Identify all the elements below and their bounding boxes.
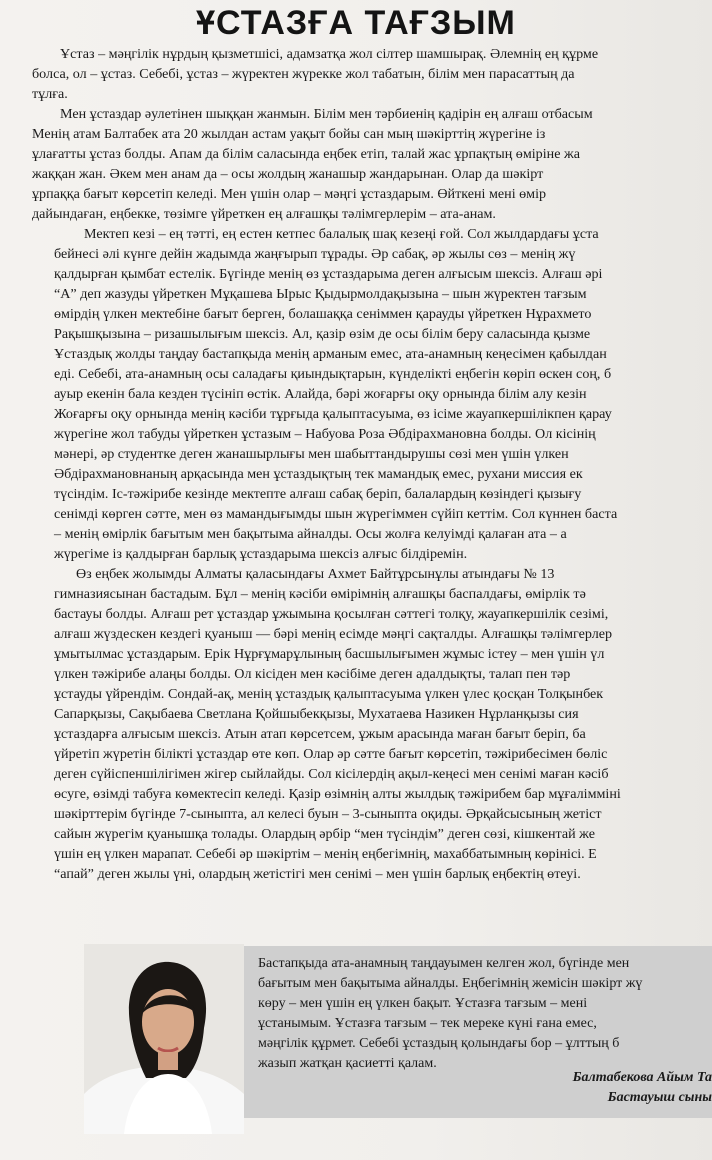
text-line: шәкірттерім бүгінде 7-сыныпта, ал келесі буын – 3-сыныпта оқиды. Әрқайсысының жетіст xyxy=(54,806,602,822)
text-line: гимназиясынан бастадым. Бұл – менің кәсіби өмірімнің алғашқы баспалдағы, өмірлік тә xyxy=(54,586,586,602)
text-line: ұмытылмас ұстаздарым. Ерік Нұрғұмарұлының басшылығымен жұмыс істеу – мен үшін үл xyxy=(54,646,605,662)
text-line: ұстаздарға алғысым шексіз. Атын атап көрсетсем, ұжым арасында маған бағыт беріп, ба xyxy=(54,726,586,742)
text-line: жүрегіне жол табуды үйреткен ұстазым – Набуова Роза Әбдірахмановна болды. Ол кісінің xyxy=(54,426,596,442)
closing-line: жазып жатқан қасиетті қалам. xyxy=(258,1056,437,1071)
text-line: ұрпаққа бағыт көрсетіп келеді. Мен үшін олар – мәңгі ұстаздарым. Өйткені мені өмір xyxy=(32,186,547,202)
text-line: “А” деп жазуды үйреткен Мұқашева Ырыс Қыдырмолдақызына – шын жүректен тағзым xyxy=(54,286,587,302)
text-line: Өз еңбек жолымды Алматы қаласындағы Ахмет Байтұрсынұлы атындағы № 13 xyxy=(76,566,555,582)
text-line: Мектеп кезі – ең тәтті, ең естен кетпес балалық шақ кезеңі ғой. Сол жылдардағы ұста xyxy=(84,226,599,242)
closing-line: көру – мен үшін ең үлкен бақыт. Ұстазға тағзым – мені xyxy=(258,996,588,1011)
text-line: түсіндім. Іс-тәжірибе кезінде мектепте алғаш сабақ беріп, балалардың көзіндегі қызығу xyxy=(54,486,582,502)
closing-line: мәңгілік құрмет. Себебі ұстаздың қолындағы бор – ұлттың б xyxy=(258,1036,620,1051)
closing-line: ұстанымым. Ұстазға тағзым – тек мереке күні ғана емес, xyxy=(258,1016,597,1031)
text-line: ауыр екенін бала кезден түсініп өстік. Алайда, бәрі жоғарғы оқу орнында білім алу кезін xyxy=(54,386,587,402)
text-line: жүрегіме із қалдырған барлық ұстаздарыма шексіз алғыс білдіремін. xyxy=(54,546,468,562)
author-name: Балтабекова Айым Та xyxy=(572,1070,712,1085)
closing-text xyxy=(258,954,712,1074)
portrait-illustration xyxy=(84,944,244,1134)
text-line: деген сүйіспеншілігімен жігер сыйлайды. Сол кісілердің ақыл-кеңесі мен сенімі маған кәсіб xyxy=(54,766,609,782)
text-line: Рақышқызына – ризашылығым шексіз. Ал, қазір өзім де осы білім беру саласында қызме xyxy=(54,326,591,342)
text-line: Жоғарғы оқу орнында менің кәсіби тұрғыда қалыптасуыма, өз ісіме жауапкершілікпен қарау xyxy=(54,406,612,422)
text-line: Сапарқызы, Сақыбаева Светлана Қойшыбекқызы, Мухатаева Назикен Нұрланқызы сия xyxy=(54,706,579,722)
text-line: үлкен тәжірибе алаңы болды. Ол кісіден мен кәсібіме деген адалдықты, талап пен тәр xyxy=(54,666,571,682)
closing-box xyxy=(200,946,712,1118)
article-body xyxy=(32,44,712,944)
text-line: ұлағатты ұстаз болды. Апам да білім саласында еңбек етіп, талай жас ұрпақтың өміріне жа xyxy=(32,146,580,162)
text-line: бейнесі әлі күнге дейін жадымда жаңғырып тұрады. Әр сабақ, әр жылы сөз – менің жү xyxy=(54,246,576,262)
text-line: Ұстаз – мәңгілік нұрдың қызметшісі, адамзатқа жол сілтер шамшырақ. Әлемнің ең құрме xyxy=(60,46,599,62)
text-line: Ұстаздық жолды таңдау бастапқыда менің арманым емес, ата-анамның кеңесімен қабылдан xyxy=(54,346,607,362)
text-line: болса, ол – ұстаз. Себебі, ұстаз – жүректен жүрекке жол табатын, білім мен парасаттың да xyxy=(32,66,575,82)
closing-line: Бастапқыда ата-анамның таңдауымен келген жол, бүгінде мен xyxy=(258,956,630,971)
text-line: сенімді көрген сәтте, мен өз мамандығымды шын жүрегіммен сүйіп кеттім. Сол күннен баста xyxy=(54,506,618,522)
text-line: қалдырған қымбат естелік. Бүгінде менің өз ұстаздарыма деген алғысым шексіз. Алғаш әрі xyxy=(54,266,603,282)
text-line: мәнері, әр студентке деген жанашырлығы мен шабыттандырушы сөзі мен үшін үлкен xyxy=(54,446,569,462)
text-line: Менің атам Балтабек ата 20 жылдан астам уақыт бойы сан мың шәкірттің жүрегіне із xyxy=(32,126,546,142)
text-line: Әбдірахмановнаның арқасында мен ұстаздықтың тек мамандық емес, рухани миссия ек xyxy=(54,466,583,482)
closing-line: бағытым мен бақытыма айналды. Еңбегімнің жемісін шәкірт жү xyxy=(258,976,643,991)
text-line: бастауы болды. Алғаш рет ұстаздар ұжымына қосылған сәттегі толқу, жауапкершілік сезімі, xyxy=(54,606,609,622)
text-line: өмірдің үлкен мектебіне бағыт берген, болашаққа сеніммен қарауды үйреткен Нұрахмето xyxy=(54,306,592,322)
author-photo xyxy=(84,944,244,1134)
text-line: Мен ұстаздар әулетінен шыққан жанмын. Білім мен тәрбиенің қадірін ең алғаш отбасым xyxy=(60,106,593,122)
text-line: жаққан жан. Әкем мен анам да – осы жолдың жанашыр жандарынан. Олар да шәкірт xyxy=(32,166,544,182)
text-line: тұлға. xyxy=(32,86,68,102)
text-line: өсуге, өзімді табуға көмектесіп келеді. Қазір өзімнің алты жылдық тәжірибем бар мұғалімміні xyxy=(54,786,621,802)
text-line: “апай” деген жылы үні, олардың жетістігі мен сенімі – мен үшін барлық еңбектің өтеуі. xyxy=(54,866,581,882)
text-line: еді. Себебі, ата-анамның осы саладағы қиындықтарын, күнделікті еңбегін көріп өскен соң, б xyxy=(54,366,612,382)
text-line: сайын жүрегім қуанышқа толады. Олардың әрбір “мен түсіндім” деген сөзі, кішкентай же xyxy=(54,826,595,842)
article-title: ҰСТАЗҒА ТАҒЗЫМ xyxy=(196,4,516,42)
text-line: алғаш жүздескен кездегі қуаныш — бәрі менің есімде мәңгі сақталды. Алғашқы тәлімгерлер xyxy=(54,626,613,642)
text-line: үшін ең үлкен марапат. Себебі әр шәкіртім – менің еңбегімнің, махаббатымның көрінісі. Е xyxy=(54,846,597,862)
text-line: үйретіп жүретін білікті ұстаздар өте көп. Олар әр сәтте бағыт көрсетіп, тәжірибесімен бөліс xyxy=(54,746,608,762)
text-line: дайындаған, еңбекке, төзімге үйреткен ең алғашқы тәлімгерлерім – ата-анам. xyxy=(32,206,496,222)
author-role: Бастауыш сыны xyxy=(607,1090,712,1105)
author-signature xyxy=(573,1068,712,1108)
text-line: – менің өмірлік бағытым мен бақытыма айналды. Осы жолға келуімді қалаған ата – а xyxy=(54,526,567,542)
text-line: ұстауды үйрендім. Сондай-ақ, менің ұстаздық қалыптасуыма үлкен үлес қосқан Толқынбек xyxy=(54,686,604,702)
